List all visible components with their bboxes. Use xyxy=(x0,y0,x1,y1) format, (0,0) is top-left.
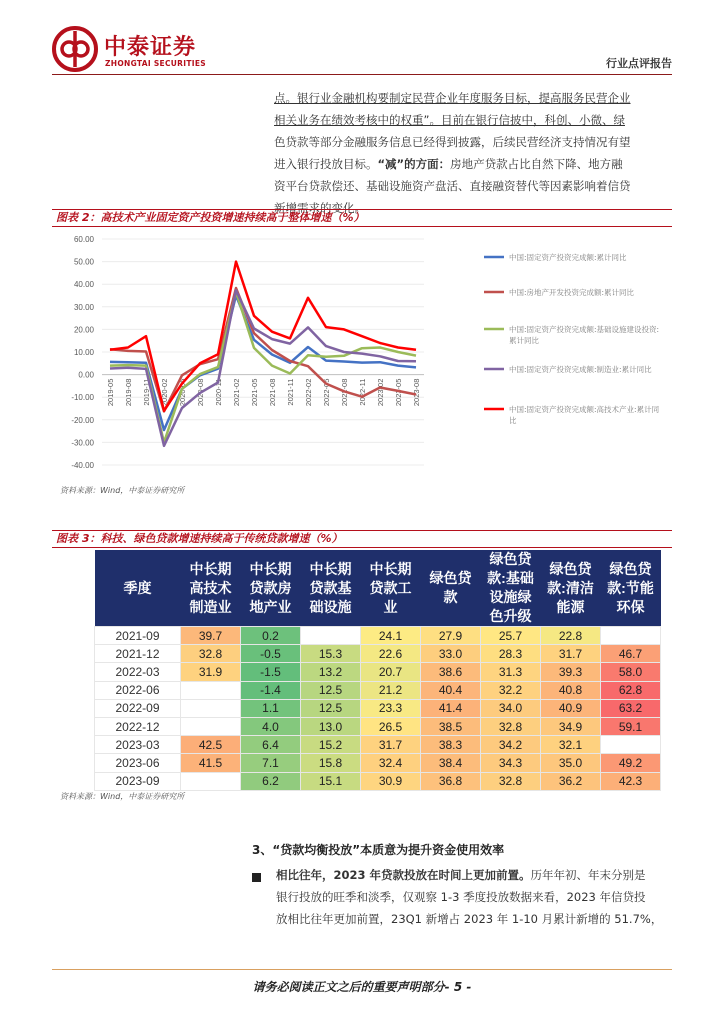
series-line xyxy=(110,290,416,446)
logo-icon xyxy=(52,26,98,72)
y-tick-label: -30.00 xyxy=(71,438,94,448)
value-cell: 34.2 xyxy=(481,736,541,754)
value-cell: 62.8 xyxy=(601,681,661,699)
para-line: 相比往年，2023 年贷款投放在时间上更加前置。历年年初、年末分别是 xyxy=(276,868,646,882)
column-header: 绿色贷 款 xyxy=(421,550,481,627)
value-cell: 22.6 xyxy=(361,645,421,663)
value-cell: 15.1 xyxy=(301,772,361,790)
y-tick-label: 30.00 xyxy=(73,302,94,312)
value-cell: 42.3 xyxy=(601,772,661,790)
body-paragraph xyxy=(274,87,674,219)
value-cell xyxy=(601,627,661,645)
value-cell: 40.9 xyxy=(541,699,601,717)
value-cell: 58.0 xyxy=(601,663,661,681)
x-tick-label: 2023-08 xyxy=(412,378,421,407)
body-line: 相关业务在绩效考核中的权重”。目前在银行信披中，科创、小微、绿 xyxy=(274,113,625,127)
quarter-cell: 2022-09 xyxy=(95,699,181,717)
value-cell: 26.5 xyxy=(361,717,421,735)
footer-disclaimer: 请务必阅读正文之后的重要声明部分- 5 - xyxy=(252,980,472,994)
legend-label: 比 xyxy=(509,416,517,425)
value-cell: 59.1 xyxy=(601,717,661,735)
x-tick-label: 2022-02 xyxy=(304,378,313,407)
value-cell: 30.9 xyxy=(361,772,421,790)
line-chart xyxy=(52,229,672,479)
value-cell: 15.2 xyxy=(301,736,361,754)
value-cell: 32.8 xyxy=(181,645,241,663)
value-cell: -1.5 xyxy=(241,663,301,681)
x-tick-label: 2019-05 xyxy=(106,378,115,407)
value-cell: 4.0 xyxy=(241,717,301,735)
x-tick-label: 2023-05 xyxy=(394,378,403,407)
value-cell: 63.2 xyxy=(601,699,661,717)
value-cell: 24.1 xyxy=(361,627,421,645)
y-tick-label: 50.00 xyxy=(73,257,94,267)
quarter-cell: 2021-09 xyxy=(95,627,181,645)
legend-label: 累计同比 xyxy=(509,336,539,345)
y-tick-label: 0.00 xyxy=(78,370,94,380)
table-row xyxy=(95,681,661,699)
footer-divider xyxy=(52,969,672,970)
quarter-cell: 2023-06 xyxy=(95,754,181,772)
logo-text-cn: 中泰证券 xyxy=(104,35,197,60)
value-cell: 40.4 xyxy=(421,681,481,699)
quarter-cell: 2022-06 xyxy=(95,681,181,699)
column-header: 中长期 贷款基 础设施 xyxy=(301,550,361,627)
x-tick-label: 2023-02 xyxy=(376,378,385,407)
value-cell: 41.4 xyxy=(421,699,481,717)
table-row xyxy=(95,627,661,645)
value-cell: 41.5 xyxy=(181,754,241,772)
value-cell: 39.7 xyxy=(181,627,241,645)
column-header: 中长期 贷款工 业 xyxy=(361,550,421,627)
x-tick-label: 2019-11 xyxy=(142,378,151,406)
section-paragraph xyxy=(276,864,676,930)
y-tick-label: -20.00 xyxy=(71,415,94,425)
value-cell: 23.3 xyxy=(361,699,421,717)
value-cell: 42.5 xyxy=(181,736,241,754)
x-tick-label: 2021-08 xyxy=(268,378,277,407)
value-cell: 32.2 xyxy=(481,681,541,699)
x-tick-label: 2020-08 xyxy=(196,378,205,407)
column-header: 绿色贷 款:清洁 能源 xyxy=(541,550,601,627)
section-heading: 3、“贷款均衡投放”本质意为提升资金使用效率 xyxy=(252,843,505,857)
value-cell xyxy=(181,681,241,699)
value-cell: 32.1 xyxy=(541,736,601,754)
quarter-cell: 2022-03 xyxy=(95,663,181,681)
y-tick-label: 10.00 xyxy=(73,348,94,357)
para-line: 银行投放的旺季和淡季，仅观察 1-3 季度投放数据来看，2023 年信贷投 xyxy=(276,890,646,904)
value-cell: -1.4 xyxy=(241,681,301,699)
table-row xyxy=(95,736,661,754)
column-header: 绿色贷 款:基础 设施绿 色升级 xyxy=(481,550,541,627)
figure2-title: 图表 2：高技术产业固定资产投资增速持续高于整体增速（%） xyxy=(52,209,672,227)
x-tick-label: 2021-11 xyxy=(286,378,295,406)
value-cell: 40.8 xyxy=(541,681,601,699)
header-divider xyxy=(52,74,672,75)
body-line: 色贷款等部分金融服务信息已经得到披露，后续民营经济支持情况有望 xyxy=(274,135,631,149)
value-cell: 32.8 xyxy=(481,772,541,790)
value-cell: 38.3 xyxy=(421,736,481,754)
x-tick-label: 2021-02 xyxy=(232,378,241,407)
value-cell: 6.2 xyxy=(241,772,301,790)
value-cell xyxy=(301,627,361,645)
value-cell: 31.7 xyxy=(361,736,421,754)
value-cell: 38.4 xyxy=(421,754,481,772)
x-tick-label: 2020-05 xyxy=(178,378,187,407)
value-cell xyxy=(181,699,241,717)
body-line: 新增需求的变化。 xyxy=(274,201,366,215)
x-tick-label: 2020-11 xyxy=(214,378,223,406)
value-cell: 34.3 xyxy=(481,754,541,772)
value-cell xyxy=(601,736,661,754)
value-cell: 32.4 xyxy=(361,754,421,772)
figure3-source: 资料来源：Wind，中泰证券研究所 xyxy=(60,792,185,801)
value-cell: 12.5 xyxy=(301,681,361,699)
value-cell: 46.7 xyxy=(601,645,661,663)
x-tick-label: 2022-11 xyxy=(358,378,367,406)
x-tick-label: 2019-08 xyxy=(124,378,133,407)
value-cell: 13.2 xyxy=(301,663,361,681)
quarter-cell: 2023-09 xyxy=(95,772,181,790)
value-cell: 31.3 xyxy=(481,663,541,681)
bullet-icon xyxy=(252,873,261,882)
value-cell: 36.2 xyxy=(541,772,601,790)
value-cell: 35.0 xyxy=(541,754,601,772)
column-header: 绿色贷 款:节能 环保 xyxy=(601,550,661,627)
para-line: 放相比往年更加前置，23Q1 新增占 2023 年 1-10 月累计新增的 51.7%， xyxy=(276,912,663,926)
value-cell: 38.5 xyxy=(421,717,481,735)
table-row xyxy=(95,717,661,735)
value-cell: 22.8 xyxy=(541,627,601,645)
table-row xyxy=(95,645,661,663)
legend-label: 中国:固定资产投资完成额:制造业:累计同比 xyxy=(509,365,652,374)
y-tick-label: 40.00 xyxy=(73,280,94,290)
value-cell: 28.3 xyxy=(481,645,541,663)
body-line: 点。银行业金融机构要制定民营企业年度服务目标，提高服务民营企业 xyxy=(274,91,631,105)
y-tick-label: 60.00 xyxy=(73,235,94,244)
value-cell: 21.2 xyxy=(361,681,421,699)
logo-text-en: ZHONGTAI SECURITIES xyxy=(105,59,206,68)
legend-label: 中国:固定资产投资完成额:累计同比 xyxy=(509,253,627,262)
value-cell: 38.6 xyxy=(421,663,481,681)
figure2-source: 资料来源：Wind，中泰证券研究所 xyxy=(60,486,185,495)
body-line: 资平台贷款偿还、基础设施资产盘活、直接融资替代等因素影响着信贷 xyxy=(274,179,631,193)
x-tick-label: 2022-05 xyxy=(322,378,331,407)
value-cell: 0.2 xyxy=(241,627,301,645)
value-cell xyxy=(181,772,241,790)
value-cell: 15.8 xyxy=(301,754,361,772)
body-line: 进入银行投放目标。“减”的方面：房地产贷款占比自然下降、地方融 xyxy=(274,157,623,171)
value-cell: 49.2 xyxy=(601,754,661,772)
legend-label: 中国:固定资产投资完成额:高技术产业:累计同 xyxy=(509,405,660,414)
value-cell: 34.9 xyxy=(541,717,601,735)
value-cell: 32.8 xyxy=(481,717,541,735)
column-header: 中长期 高技术 制造业 xyxy=(181,550,241,627)
value-cell: 33.0 xyxy=(421,645,481,663)
value-cell: 27.9 xyxy=(421,627,481,645)
value-cell: 31.9 xyxy=(181,663,241,681)
company-logo xyxy=(52,26,252,76)
value-cell: 15.3 xyxy=(301,645,361,663)
report-type: 行业点评报告 xyxy=(606,57,672,70)
x-tick-label: 2020-02 xyxy=(160,378,169,407)
table-row xyxy=(95,772,661,790)
x-tick-label: 2022-08 xyxy=(340,378,349,407)
value-cell: 20.7 xyxy=(361,663,421,681)
table-row xyxy=(95,699,661,717)
y-tick-label: -40.00 xyxy=(71,461,94,470)
value-cell: 12.5 xyxy=(301,699,361,717)
x-tick-label: 2021-05 xyxy=(250,378,259,407)
quarter-cell: 2022-12 xyxy=(95,717,181,735)
value-cell: 39.3 xyxy=(541,663,601,681)
column-header: 季度 xyxy=(95,550,181,627)
value-cell: 34.0 xyxy=(481,699,541,717)
value-cell: -0.5 xyxy=(241,645,301,663)
quarter-cell: 2023-03 xyxy=(95,736,181,754)
value-cell: 13.0 xyxy=(301,717,361,735)
chart-svg xyxy=(52,229,672,479)
column-header: 中长期 贷款房 地产业 xyxy=(241,550,301,627)
value-cell: 25.7 xyxy=(481,627,541,645)
legend-label: 中国:房地产开发投资完成额:累计同比 xyxy=(509,288,635,297)
y-tick-label: -10.00 xyxy=(71,393,94,403)
value-cell: 6.4 xyxy=(241,736,301,754)
value-cell: 36.8 xyxy=(421,772,481,790)
legend-label: 中国:固定资产投资完成额:基础设施建设投资: xyxy=(509,325,660,334)
value-cell: 31.7 xyxy=(541,645,601,663)
figure3-title: 图表 3：科技、绿色贷款增速持续高于传统贷款增速（%） xyxy=(52,530,672,548)
table-row xyxy=(95,754,661,772)
value-cell: 7.1 xyxy=(241,754,301,772)
value-cell xyxy=(181,717,241,735)
quarter-cell: 2021-12 xyxy=(95,645,181,663)
table-row xyxy=(95,663,661,681)
loan-growth-table xyxy=(94,550,661,791)
y-tick-label: 20.00 xyxy=(73,325,94,335)
value-cell: 1.1 xyxy=(241,699,301,717)
